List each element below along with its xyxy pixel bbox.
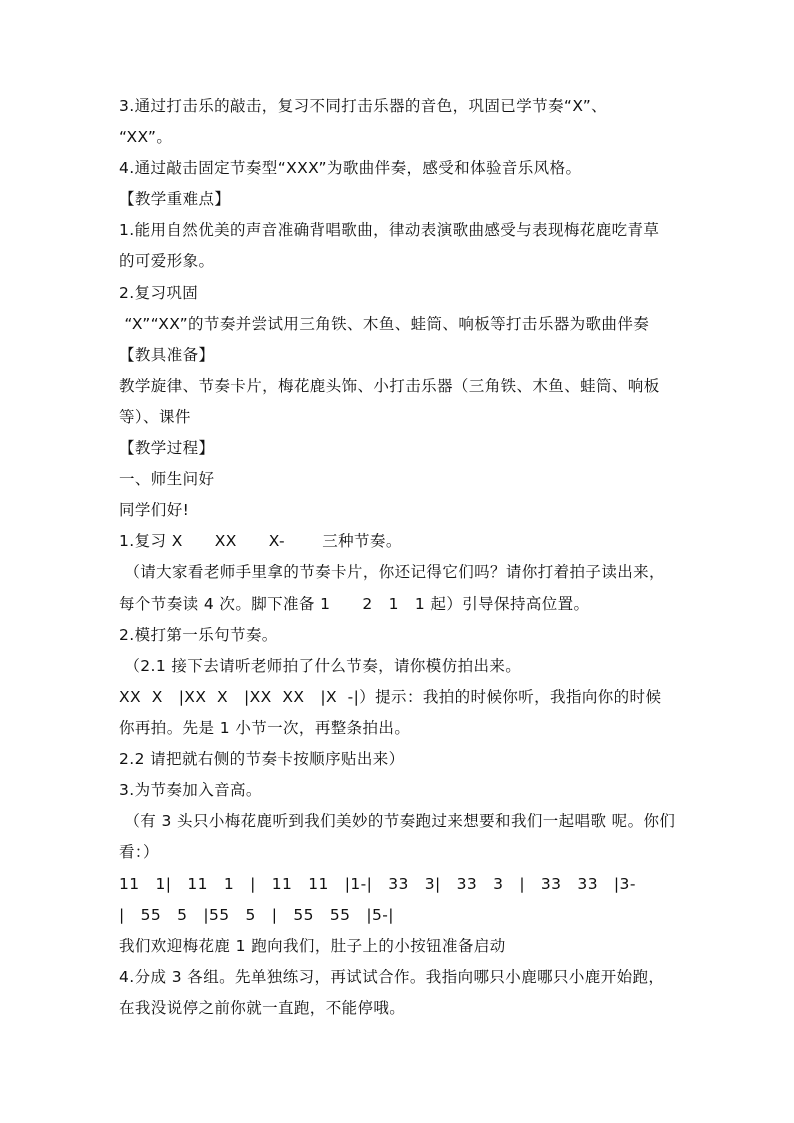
text-line: 每个节奏读 4 次。脚下准备 1 2 1 1 起）引导保持高位置。 [119, 595, 590, 613]
text-line: （2.1 接下去请听老师拍了什么节奏，请你模仿拍出来。 [119, 657, 522, 675]
text-line: “XX”。 [119, 128, 173, 146]
text-line: 看：） [119, 843, 159, 861]
text-line: | 55 5 |55 5 | 55 55 |5-| [119, 906, 394, 924]
text-line: 一、师生问好 [119, 470, 215, 488]
text-line: 3.通过打击乐的敲击，复习不同打击乐器的音色，巩固已学节奏“X”、 [119, 97, 608, 115]
text-line: 4.分成 3 各组。先单独练习，再试试合作。我指向哪只小鹿哪只小鹿开始跑， [119, 968, 665, 986]
section-heading: 【教具准备】 [119, 346, 215, 364]
text-line: 你再拍。先是 1 小节一次，再整条拍出。 [119, 719, 411, 737]
section-heading: 【教学过程】 [119, 439, 215, 457]
text-line: （有 3 头只小梅花鹿听到我们美妙的节奏跑过来想要和我们一起唱歌 呢。你们 [119, 812, 676, 830]
section-heading: 【教学重难点】 [119, 190, 231, 208]
text-line: 在我没说停之前你就一直跑，不能停哦。 [119, 999, 406, 1017]
text-line: 我们欢迎梅花鹿 1 跑向我们，肚子上的小按钮准备启动 [119, 937, 506, 955]
text-line: XX X |XX X |XX XX |X -|）提示：我拍的时候你听，我指向你的时候 [119, 688, 662, 706]
text-line: 的可爱形象。 [119, 252, 215, 270]
text-line: 等）、课件 [119, 408, 191, 426]
text-line: 1.复习 X XX X- 三种节奏。 [119, 532, 402, 550]
text-line: 4.通过敲击固定节奏型“XXX”为歌曲伴奏，感受和体验音乐风格。 [119, 159, 582, 177]
text-line: 1.能用自然优美的声音准确背唱歌曲，律动表演歌曲感受与表现梅花鹿吃青草 [119, 221, 660, 239]
text-line: 2.2 请把就右侧的节奏卡按顺序贴出来） [119, 750, 405, 768]
text-line: 2.模打第一乐句节奏。 [119, 626, 278, 644]
text-line: 2.复习巩固 [119, 284, 199, 302]
text-line: “X”“XX”的节奏并尝试用三角铁、木鱼、蛙筒、响板等打击乐器为歌曲伴奏 [119, 315, 650, 333]
text-line: 11 1| 11 1 | 11 11 |1-| 33 3| 33 3 | 33 33 |3- [119, 875, 636, 893]
text-line: 教学旋律、节奏卡片，梅花鹿头饰、小打击乐器（三角铁、木鱼、蛙筒、响板 [119, 377, 660, 395]
text-line: （请大家看老师手里拿的节奏卡片，你还记得它们吗？请你打着拍子读出来， [119, 563, 665, 581]
text-line: 3.为节奏加入音高。 [119, 781, 262, 799]
text-line: 同学们好! [119, 501, 190, 519]
